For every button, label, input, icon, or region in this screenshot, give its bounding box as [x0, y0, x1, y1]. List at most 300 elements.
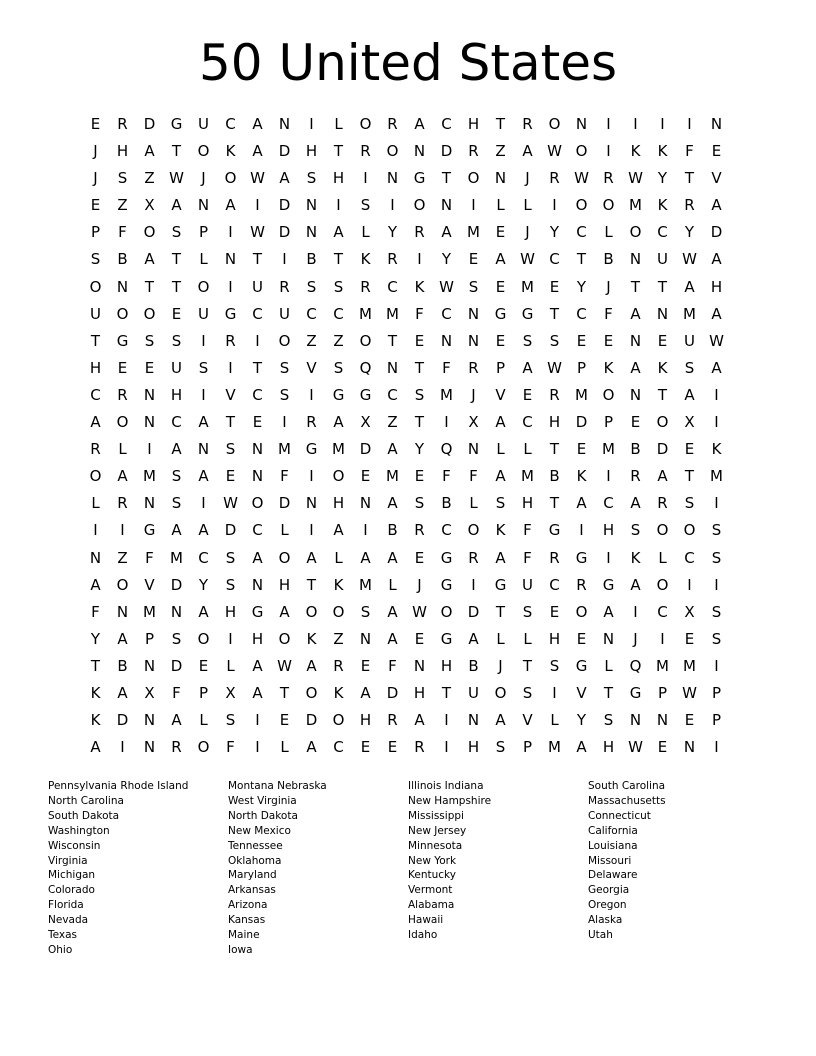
grid-letter: L	[199, 250, 208, 269]
grid-letter: L	[334, 115, 343, 133]
grid-letter: Y	[657, 169, 668, 188]
grid-letter: A	[117, 467, 128, 486]
grid-letter: R	[549, 548, 560, 567]
grid-letter: S	[306, 169, 317, 188]
grid-letter: S	[360, 196, 371, 215]
grid-letter: I	[201, 385, 206, 404]
grid-letter: F	[172, 683, 181, 702]
grid-letter: E	[198, 656, 209, 675]
grid-letter: S	[306, 277, 317, 296]
word-item: New Jersey	[408, 824, 467, 837]
grid-letter: I	[660, 629, 665, 648]
grid-letter: A	[657, 467, 668, 486]
grid-letter: S	[333, 358, 344, 377]
grid-letter: A	[333, 413, 344, 432]
grid-letter: M	[656, 656, 669, 675]
grid-letter: Y	[90, 629, 101, 648]
grid-row	[82, 138, 730, 165]
grid-letter: A	[414, 115, 425, 133]
grid-letter: B	[630, 440, 641, 459]
word-item: New Hampshire	[408, 794, 492, 807]
page-title: 50 United States	[198, 34, 618, 92]
grid-letter: N	[197, 196, 210, 215]
grid-letter: X	[225, 683, 236, 702]
grid-letter: O	[197, 629, 210, 648]
grid-letter: F	[469, 467, 478, 486]
grid-letter: T	[549, 494, 560, 513]
grid-letter: G	[440, 629, 453, 648]
grid-letter: A	[387, 440, 398, 459]
grid-letter: G	[629, 683, 642, 702]
grid-letter: E	[360, 467, 371, 486]
grid-row	[82, 219, 730, 246]
grid-letter: K	[711, 440, 722, 459]
grid-letter: J	[417, 575, 422, 594]
grid-letter: N	[251, 575, 264, 594]
grid-letter: T	[495, 115, 506, 133]
word-column	[588, 779, 768, 958]
grid-letter: W	[277, 656, 292, 675]
grid-letter: E	[576, 440, 587, 459]
grid-letter: V	[522, 711, 533, 730]
grid-letter: X	[360, 413, 371, 432]
grid-letter: R	[387, 115, 398, 133]
grid-letter: S	[225, 711, 236, 730]
grid-letter: O	[467, 521, 480, 540]
word-item: New York	[408, 854, 457, 867]
grid-letter: A	[711, 304, 722, 323]
grid-letter: N	[629, 385, 642, 404]
word-item: Wisconsin	[48, 839, 101, 852]
grid-letter: N	[467, 711, 480, 730]
grid-letter: C	[387, 385, 398, 404]
word-item: South Dakota	[48, 809, 120, 822]
grid-row	[82, 274, 730, 301]
grid-letter: S	[171, 629, 182, 648]
grid-letter: A	[171, 440, 182, 459]
grid-letter: B	[441, 494, 452, 513]
grid-letter: C	[225, 115, 236, 133]
grid-letter: E	[387, 738, 398, 757]
grid-letter: R	[414, 738, 425, 757]
word-item: Utah	[588, 929, 613, 942]
grid-letter: I	[687, 575, 692, 594]
grid-letter: D	[170, 575, 183, 594]
grid-row	[82, 409, 730, 436]
word-item: Ohio	[48, 943, 73, 956]
grid-letter: G	[548, 521, 561, 540]
grid-letter: J	[633, 629, 638, 648]
grid-letter: O	[359, 115, 372, 133]
grid-row	[82, 328, 730, 355]
grid-letter: W	[439, 277, 454, 296]
grid-letter: K	[360, 250, 371, 269]
grid-letter: F	[280, 467, 289, 486]
grid-letter: C	[171, 413, 182, 432]
grid-letter: H	[467, 115, 480, 133]
grid-letter: M	[386, 304, 399, 323]
grid-letter: E	[495, 223, 506, 242]
grid-letter: I	[606, 142, 611, 161]
grid-letter: A	[117, 629, 128, 648]
grid-letter: I	[255, 738, 260, 757]
grid-row	[82, 382, 730, 409]
word-item: Hawaii	[408, 914, 444, 927]
grid-letter: K	[495, 521, 506, 540]
grid-letter: U	[171, 358, 182, 377]
grid-letter: I	[228, 277, 233, 296]
grid-letter: I	[309, 521, 314, 540]
grid-row	[82, 355, 730, 382]
grid-letter: S	[522, 602, 533, 621]
grid-letter: N	[602, 629, 615, 648]
grid-letter: F	[388, 656, 397, 675]
word-item: Montana Nebraska	[228, 780, 327, 792]
grid-letter: T	[441, 169, 452, 188]
grid-letter: C	[198, 548, 209, 567]
grid-letter: L	[523, 629, 532, 648]
grid-letter: A	[360, 548, 371, 567]
grid-letter: F	[442, 358, 451, 377]
grid-letter: G	[251, 602, 264, 621]
grid-letter: L	[523, 440, 532, 459]
grid-row	[82, 111, 730, 138]
word-item: North Dakota	[228, 809, 298, 822]
grid-letter: Z	[144, 169, 155, 188]
grid-letter: N	[386, 358, 399, 377]
grid-letter: O	[305, 602, 318, 621]
word-item: Georgia	[588, 884, 630, 897]
grid-letter: S	[684, 494, 695, 513]
grid-letter: M	[629, 196, 642, 215]
grid-letter: E	[603, 331, 614, 350]
grid-letter: K	[657, 358, 668, 377]
grid-letter: E	[360, 738, 371, 757]
grid-letter: S	[603, 711, 614, 730]
grid-letter: S	[225, 440, 236, 459]
grid-letter: N	[116, 277, 129, 296]
word-item: Delaware	[588, 869, 638, 882]
grid-letter: G	[224, 304, 237, 323]
grid-letter: S	[171, 223, 182, 242]
grid-letter: H	[359, 711, 372, 730]
word-item: Arkansas	[228, 884, 276, 897]
grid-letter: T	[657, 385, 668, 404]
grid-letter: J	[93, 169, 98, 188]
grid-letter: S	[144, 331, 155, 350]
grid-letter: L	[496, 196, 505, 215]
grid-letter: L	[496, 629, 505, 648]
grid-letter: W	[628, 169, 643, 188]
grid-letter: I	[282, 413, 287, 432]
grid-letter: P	[603, 413, 614, 432]
grid-letter: O	[656, 521, 669, 540]
grid-letter: G	[170, 115, 183, 133]
grid-letter: P	[198, 223, 209, 242]
grid-letter: A	[171, 711, 182, 730]
grid-letter: F	[685, 142, 694, 161]
grid-letter: M	[386, 467, 399, 486]
grid-letter: E	[414, 629, 425, 648]
grid-letter: C	[576, 223, 587, 242]
grid-letter: N	[143, 413, 156, 432]
grid-letter: J	[606, 277, 611, 296]
grid-row	[82, 165, 730, 192]
grid-letter: R	[333, 656, 344, 675]
grid-letter: N	[143, 738, 156, 757]
grid-letter: Y	[198, 575, 209, 594]
grid-letter: N	[440, 331, 453, 350]
grid-letter: J	[201, 169, 206, 188]
grid-letter: O	[305, 683, 318, 702]
grid-letter: G	[494, 304, 507, 323]
grid-letter: G	[440, 548, 453, 567]
grid-letter: R	[117, 115, 128, 133]
word-item: North Carolina	[48, 794, 124, 807]
grid-letter: A	[306, 548, 317, 567]
grid-letter: W	[547, 358, 562, 377]
grid-letter: M	[467, 223, 480, 242]
grid-letter: E	[90, 115, 101, 133]
grid-letter: Q	[440, 440, 453, 459]
grid-letter: A	[711, 196, 722, 215]
grid-letter: O	[548, 115, 561, 133]
word-item: Florida	[48, 899, 84, 912]
grid-letter: H	[710, 277, 723, 296]
grid-row	[82, 192, 730, 219]
grid-letter: A	[252, 115, 263, 133]
grid-letter: T	[90, 656, 101, 675]
grid-letter: E	[90, 196, 101, 215]
grid-letter: J	[498, 656, 503, 675]
grid-letter: I	[606, 548, 611, 567]
grid-letter: A	[198, 413, 209, 432]
grid-letter: H	[332, 169, 345, 188]
word-item: Vermont	[408, 884, 453, 897]
grid-letter: C	[252, 521, 263, 540]
grid-letter: U	[522, 575, 533, 594]
letter-grid	[82, 111, 730, 761]
grid-row	[82, 572, 730, 599]
grid-letter: R	[306, 413, 317, 432]
grid-letter: R	[171, 738, 182, 757]
grid-letter: K	[90, 683, 101, 702]
grid-letter: P	[522, 738, 533, 757]
grid-letter: N	[359, 494, 372, 513]
grid-letter: O	[251, 494, 264, 513]
grid-letter: S	[279, 385, 290, 404]
grid-letter: R	[117, 385, 128, 404]
grid-letter: X	[684, 602, 695, 621]
grid-letter: I	[633, 115, 638, 133]
grid-letter: G	[575, 656, 588, 675]
grid-letter: Z	[333, 629, 344, 648]
grid-letter: L	[658, 548, 667, 567]
word-list	[48, 779, 788, 958]
grid-letter: G	[575, 548, 588, 567]
grid-letter: S	[171, 467, 182, 486]
grid-letter: D	[278, 494, 291, 513]
grid-letter: E	[414, 467, 425, 486]
grid-letter: A	[387, 629, 398, 648]
grid-letter: E	[171, 304, 182, 323]
grid-letter: T	[603, 683, 614, 702]
grid-letter: W	[547, 142, 562, 161]
grid-letter: O	[143, 304, 156, 323]
grid-letter: N	[143, 656, 156, 675]
grid-letter: R	[414, 223, 425, 242]
grid-letter: E	[684, 711, 695, 730]
grid-letter: R	[522, 115, 533, 133]
grid-letter: O	[575, 196, 588, 215]
grid-letter: I	[444, 413, 449, 432]
grid-letter: D	[143, 115, 156, 133]
grid-letter: X	[144, 683, 155, 702]
grid-letter: R	[549, 385, 560, 404]
grid-letter: M	[143, 467, 156, 486]
grid-letter: J	[471, 385, 476, 404]
grid-letter: F	[442, 467, 451, 486]
grid-letter: M	[143, 602, 156, 621]
grid-letter: Z	[495, 142, 506, 161]
grid-letter: S	[684, 358, 695, 377]
grid-letter: O	[143, 223, 156, 242]
grid-letter: A	[306, 738, 317, 757]
grid-letter: H	[332, 494, 345, 513]
grid-letter: T	[333, 250, 344, 269]
grid-letter: O	[332, 602, 345, 621]
word-item: Alaska	[588, 914, 623, 927]
grid-letter: A	[387, 602, 398, 621]
grid-letter: S	[711, 629, 722, 648]
grid-letter: N	[359, 629, 372, 648]
grid-letter: K	[657, 142, 668, 161]
grid-letter: A	[576, 494, 587, 513]
grid-letter: H	[413, 683, 426, 702]
grid-letter: H	[305, 142, 318, 161]
grid-letter: G	[359, 385, 372, 404]
grid-letter: A	[333, 521, 344, 540]
grid-letter: E	[657, 331, 668, 350]
grid-row	[82, 301, 730, 328]
grid-letter: G	[413, 169, 426, 188]
grid-letter: C	[306, 304, 317, 323]
grid-letter: P	[576, 358, 587, 377]
grid-letter: K	[333, 683, 344, 702]
grid-letter: S	[468, 277, 479, 296]
word-item: Illinois Indiana	[408, 780, 484, 792]
grid-letter: X	[468, 413, 479, 432]
grid-letter: Y	[414, 440, 425, 459]
grid-letter: I	[606, 115, 611, 133]
grid-letter: R	[549, 169, 560, 188]
grid-letter: I	[282, 250, 287, 269]
grid-letter: R	[657, 494, 668, 513]
grid-letter: E	[414, 331, 425, 350]
grid-letter: J	[525, 169, 530, 188]
grid-letter: O	[656, 575, 669, 594]
word-item: Massachusetts	[588, 794, 666, 807]
grid-letter: C	[684, 548, 695, 567]
word-item: Tennessee	[228, 839, 283, 852]
grid-letter: A	[495, 413, 506, 432]
grid-letter: A	[117, 683, 128, 702]
grid-letter: B	[603, 250, 614, 269]
grid-letter: A	[144, 142, 155, 161]
grid-letter: R	[468, 548, 479, 567]
grid-letter: F	[523, 521, 532, 540]
grid-letter: T	[333, 142, 344, 161]
grid-letter: V	[711, 169, 722, 188]
grid-letter: W	[682, 683, 697, 702]
word-item: Virginia	[48, 854, 88, 867]
grid-letter: R	[630, 467, 641, 486]
grid-letter: E	[252, 413, 263, 432]
grid-letter: O	[116, 575, 129, 594]
grid-letter: I	[309, 385, 314, 404]
grid-letter: Y	[441, 250, 452, 269]
grid-letter: S	[198, 358, 209, 377]
grid-letter: A	[90, 738, 101, 757]
grid-letter: A	[522, 142, 533, 161]
grid-letter: A	[306, 656, 317, 675]
grid-letter: I	[255, 196, 260, 215]
grid-letter: S	[522, 683, 533, 702]
grid-letter: I	[579, 521, 584, 540]
grid-letter: N	[224, 250, 237, 269]
grid-letter: M	[575, 385, 588, 404]
grid-letter: N	[440, 196, 453, 215]
grid-letter: E	[225, 467, 236, 486]
grid-letter: O	[656, 413, 669, 432]
grid-letter: D	[359, 440, 372, 459]
grid-letter: F	[604, 304, 613, 323]
grid-letter: A	[441, 223, 452, 242]
grid-letter: A	[603, 602, 614, 621]
grid-letter: I	[714, 656, 719, 675]
grid-letter: A	[684, 277, 695, 296]
grid-letter: E	[684, 440, 695, 459]
grid-letter: M	[548, 738, 561, 757]
grid-letter: T	[171, 277, 182, 296]
grid-letter: N	[629, 250, 642, 269]
grid-letter: A	[279, 602, 290, 621]
grid-letter: T	[657, 277, 668, 296]
grid-letter: L	[118, 440, 127, 459]
grid-letter: R	[468, 142, 479, 161]
grid-letter: N	[251, 467, 264, 486]
grid-letter: F	[145, 548, 154, 567]
grid-letter: M	[332, 440, 345, 459]
grid-letter: N	[710, 115, 723, 133]
grid-row	[82, 734, 730, 761]
grid-letter: O	[197, 277, 210, 296]
grid-letter: O	[197, 738, 210, 757]
grid-letter: X	[684, 413, 695, 432]
word-item: Washington	[48, 824, 110, 837]
grid-letter: N	[467, 304, 480, 323]
grid-letter: A	[630, 304, 641, 323]
grid-letter: D	[305, 711, 318, 730]
grid-letter: E	[576, 331, 587, 350]
grid-letter: N	[467, 440, 480, 459]
grid-letter: P	[711, 711, 722, 730]
grid-letter: A	[684, 385, 695, 404]
grid-letter: C	[657, 223, 668, 242]
grid-letter: I	[363, 521, 368, 540]
word-item: Idaho	[408, 929, 438, 942]
grid-letter: I	[255, 711, 260, 730]
